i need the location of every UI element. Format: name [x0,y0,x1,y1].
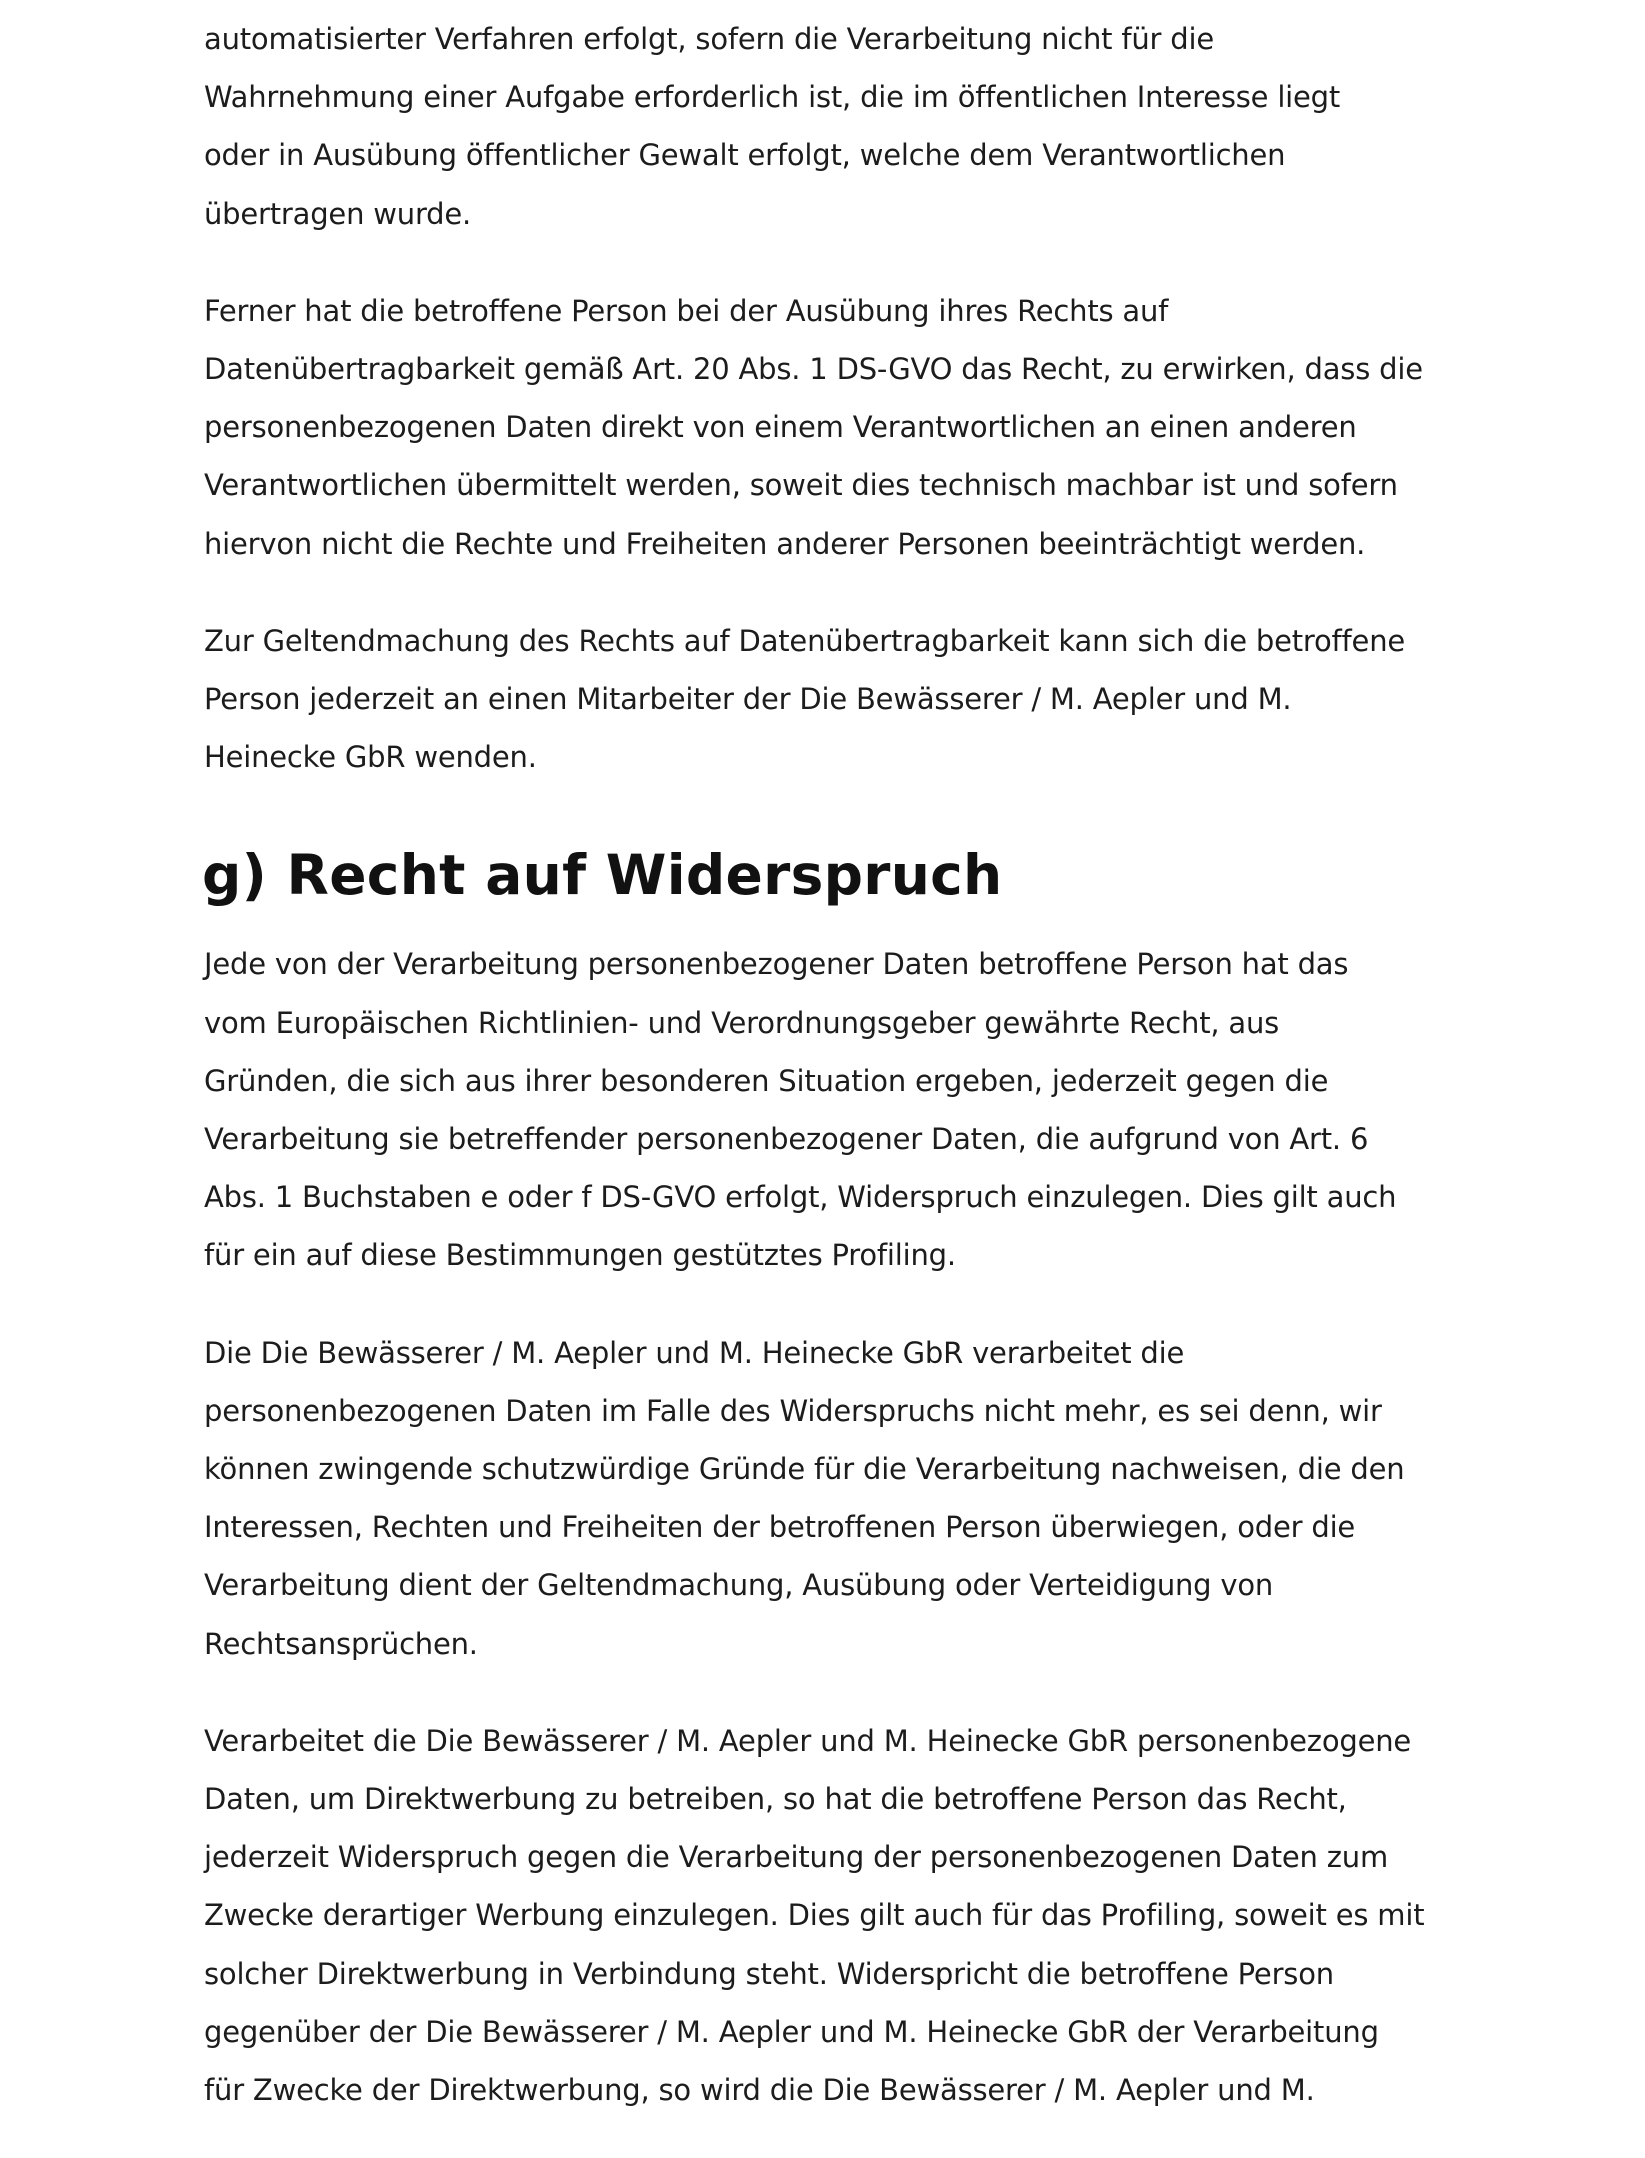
document-content [204,10,1544,2158]
text-line: automatisierter Verfahren erfolgt, sofern die Verarbeitung nicht für die [204,22,1214,56]
text-line: Jede von der Verarbeitung personenbezogener Daten betroffene Person hat das [204,947,1349,982]
text-line: Abs. 1 Buchstaben e oder f DS-GVO erfolgt, Widerspruch einzulegen. Dies gilt auch [204,1180,1397,1215]
text-line: können zwingende schutzwürdige Gründe für die Verarbeitung nachweisen, die den [204,1452,1405,1487]
text-line: Zur Geltendmachung des Rechts auf Datenübertragbarkeit kann sich die betroffene [204,623,1406,658]
text-line: für Zwecke der Direktwerbung, so wird die Die Bewässerer / M. Aepler und M. [204,2073,1315,2108]
text-line: Die Die Bewässerer / M. Aepler und M. Heinecke GbR verarbeitet die [204,1335,1185,1370]
text-line: Datenübertragbarkeit gemäß Art. 20 Abs. 1 DS-GVO das Recht, zu erwirken, dass die [204,352,1423,387]
paragraph-data-portability-transfer [204,282,1544,573]
text-line: Person jederzeit an einen Mitarbeiter der Die Bewässerer / M. Aepler und M. [204,682,1292,717]
text-line: Rechtsansprüchen. [204,1626,478,1661]
text-line: vom Europäischen Richtlinien- und Verordnungsgeber gewährte Recht, aus [204,1005,1280,1040]
text-line: Gründen, die sich aus ihrer besonderen Situation ergeben, jederzeit gegen die [204,1063,1329,1098]
text-line: Daten, um Direktwerbung zu betreiben, so hat die betroffene Person das Recht, [204,1782,1347,1817]
paragraph-objection-consequence [204,1324,1544,1673]
text-line: gegenüber der Die Bewässerer / M. Aepler und M. Heinecke GbR der Verarbeitung [204,2014,1379,2049]
text-line: übertragen wurde. [204,196,472,231]
paragraph-direct-marketing-objection [204,1712,1544,2119]
text-line: Interessen, Rechten und Freiheiten der betroffenen Person überwiegen, oder die [204,1510,1356,1545]
text-line: personenbezogenen Daten im Falle des Widerspruchs nicht mehr, es sei denn, wir [204,1393,1382,1428]
text-line: personenbezogenen Daten direkt von einem Verantwortlichen an einen anderen [204,410,1357,445]
text-line: für ein auf diese Bestimmungen gestütztes Profiling. [204,1238,956,1273]
text-line: Ferner hat die betroffene Person bei der Ausübung ihres Rechts auf [204,293,1169,328]
text-line: hiervon nicht die Rechte und Freiheiten anderer Personen beeinträchtigt werden. [204,526,1366,561]
text-line: jederzeit Widerspruch gegen die Verarbeitung der personenbezogenen Daten zum [204,1840,1389,1875]
text-line: oder in Ausübung öffentlicher Gewalt erfolgt, welche dem Verantwortlichen [204,138,1286,173]
paragraph-automated-processing [204,10,1544,243]
paragraph-objection-right [204,935,1544,1284]
text-line: Verarbeitung dient der Geltendmachung, Ausübung oder Verteidigung von [204,1568,1274,1603]
text-line: Zwecke derartiger Werbung einzulegen. Dies gilt auch für das Profiling, soweit es mit [204,1898,1425,1933]
text-line: Verarbeitet die Die Bewässerer / M. Aepler und M. Heinecke GbR personenbezogene [204,1723,1412,1758]
text-line: Wahrnehmung einer Aufgabe erforderlich ist, die im öffentlichen Interesse liegt [204,80,1341,115]
text-line: Verarbeitung sie betreffender personenbezogener Daten, die aufgrund von Art. 6 [204,1122,1369,1157]
text-line: Verantwortlichen übermittelt werden, soweit dies technisch machbar ist und sofern [204,468,1398,503]
text-line: Heinecke GbR wenden. [204,740,537,775]
paragraph-data-portability-contact [204,612,1544,787]
section-heading-right-to-object: g) Recht auf Widerspruch [202,843,1003,908]
text-line: solcher Direktwerbung in Verbindung steht. Widerspricht die betroffene Person [204,1956,1334,1991]
